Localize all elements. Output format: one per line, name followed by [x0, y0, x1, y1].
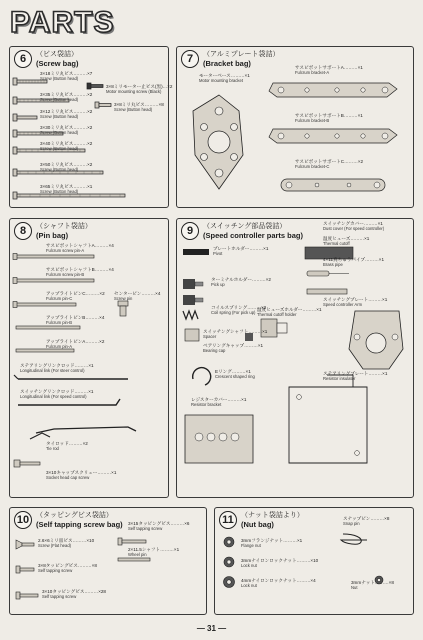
section-number: 7 [181, 50, 199, 68]
part-label: 3×50ミリ丸ビス………×2 Screw (Button head) [40, 162, 93, 173]
section-nut-bag [214, 507, 414, 615]
part-label: モーターベース………×1 Motor mounting bracket [199, 73, 250, 84]
part-label: 温度ヒューズホルダー………×1 Thermal cutoff holder [257, 307, 322, 318]
section-title-en: (Nut bag) [241, 520, 274, 529]
section-self-tapping-screw-bag [9, 507, 207, 615]
section-number: 11 [219, 511, 237, 529]
part-label: 3×40ミリ丸ビス………×2 Screw (Button head) [40, 141, 93, 152]
part-label: 2×11.5シャフト………×1 Wheel pin [128, 547, 180, 558]
part-label: 3mmナイロンロックナット………×10 Lock nut [241, 558, 319, 569]
part-label: 3×10タッピングビス………×28 Self tapping screw [42, 589, 106, 600]
part-label: 3×30ミリ丸ビス………×2 Screw (Button head) [40, 125, 93, 136]
part-label: サスピボットサポートA………×1 Fulcrum bracket-A [295, 65, 363, 76]
section-title-jp: （ナット袋詰より） [241, 512, 304, 519]
part-label: 3×12ミリ丸ビス………×2 Screw (Button head) [40, 109, 93, 120]
part-label: スイッチングシャフト………×1 Spacer [203, 329, 268, 340]
part-label: サスピボットサポートC………×2 Fulcrum bracket-C [295, 159, 364, 170]
part-label: 4mmナイロンロックナット………×4 Lock nut [241, 578, 316, 589]
part-label: スイッチングプレート………×1 Speed controller Arm [323, 297, 388, 308]
section-title-en: (Self tapping screw bag) [36, 520, 123, 529]
part-label: 3×8ミリ丸ビス………×8 Screw (Button head) [114, 102, 164, 113]
part-label: アップライトピンA………×2 Fulcrum pin-A [46, 339, 105, 350]
section-number: 9 [181, 222, 199, 240]
part-label: アップライトピンC………×2 Fulcrum pin-C [46, 291, 105, 302]
page-number: — 31 — [196, 624, 227, 633]
section-title-jp: （タッピングビス袋詰） [36, 512, 113, 519]
part-label: サスピボットサポートB………×1 Fulcrum bracket-B [295, 113, 363, 124]
section-title-en: (Speed controller parts bag) [203, 231, 304, 240]
part-label: 3mmフランジナット………×1 Flange nut [241, 538, 303, 549]
part-label: スナップピン………×8 Snap pin [343, 516, 390, 527]
part-label: スイッチングリンクロッド………×1 Longitudinal link (For speed control) [20, 389, 94, 400]
part-label: 3×10キャップスクリュー………×1 Socket head cap screw [46, 470, 117, 481]
part-label: 3×18ミリ丸ビス………×7 Screw (Button head) [40, 71, 93, 82]
section-title-jp: （アルミプレート袋詰） [203, 51, 280, 58]
part-label: Eリング………×1 Crescent shaped ring [215, 369, 255, 380]
section-title-en: (Pin bag) [36, 231, 69, 240]
part-label: 3×8ミリモーター止ビス(黒)…×2 Motor mounting screw (Black) [106, 84, 173, 95]
part-label: 3×35ミリ丸ビス………×2 Screw (Button head) [40, 92, 93, 103]
section-number: 10 [14, 511, 32, 529]
part-label: 3×65ミリ丸ビス………×1 Screw (Button head) [40, 184, 93, 195]
section-pin-bag [9, 218, 169, 498]
section-title-jp: （シャフト袋詰） [36, 223, 92, 230]
part-label: ベアリングキャップ………×1 Bearing cap [203, 343, 264, 354]
part-label: 3×15タッピングビス………×6 Self tapping screw [128, 521, 190, 532]
pin-drawings [10, 219, 170, 499]
part-label: スイッチングカバー………×1 Dust cover (For speed controller) [323, 221, 385, 232]
section-number: 6 [14, 50, 32, 68]
part-label: 3×8タッピングビス………×8 Self tapping screw [38, 563, 97, 574]
part-label: アップライトピンB………×4 Fulcrum pin-B [46, 315, 105, 326]
part-label: ターミナルホルダー………×2 Pick up [211, 277, 271, 288]
section-number: 8 [14, 222, 32, 240]
part-label: 3mmナット………×8 Nut [351, 580, 394, 591]
section-speed-controller-bag [176, 218, 414, 498]
part-label: 温度ヒューズ………×1 Thermal cutoff [323, 236, 370, 247]
section-title-en: (Bracket bag) [203, 59, 251, 68]
part-label: サスピボットシャフトB………×4 Fulcrum screw pin-B [46, 267, 114, 278]
section-screw-bag [9, 46, 173, 208]
part-label: コイルスプリング………×2 Coil spring (For pick up) [211, 305, 267, 316]
part-label: レジスターカバー………×1 Resistor bracket [191, 397, 247, 408]
section-bracket-bag [176, 46, 414, 208]
part-label: 2.6×6ミリ皿ビス………×10 Screw (Flat head) [38, 538, 95, 549]
section-title-jp: （ビス袋詰） [36, 51, 78, 58]
part-label: ステアリングリンクロッド………×1 Longitudinal link (For steer control) [20, 363, 94, 374]
part-label: ステアリングプレート………×1 Resistor insulator [323, 371, 388, 382]
part-label: プレートホルダー………×1 Pivot [213, 246, 269, 257]
section-title-en: (Screw bag) [36, 59, 79, 68]
part-label: 4×11真ちゅうパイプ………×1 Brass pipe [323, 257, 385, 268]
section-title-jp: （スイッチング部品袋詰） [203, 223, 287, 230]
part-label: サスピボットシャフトA………×4 Fulcrum screw pin-A [46, 243, 114, 254]
page-title: PARTS [10, 6, 115, 39]
part-label: タイロッド………×2 Tie rod [46, 441, 88, 452]
part-label: センターピン………×4 Screw pin [114, 291, 161, 302]
